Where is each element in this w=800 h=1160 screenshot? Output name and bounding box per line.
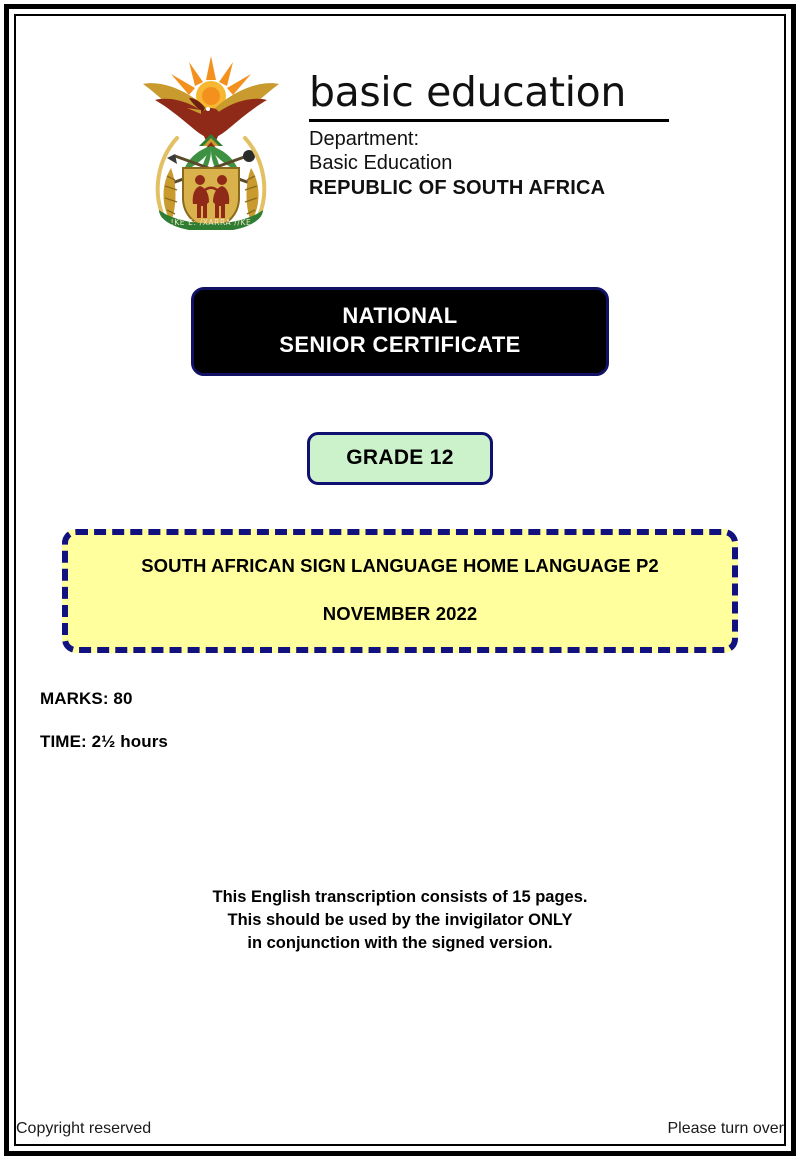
footer-turn-over: Please turn over xyxy=(667,1120,784,1137)
south-african-coat-of-arms-icon xyxy=(131,50,291,230)
wordmark-block xyxy=(309,50,669,200)
grade-banner-wrap xyxy=(16,432,784,485)
subject-title: SOUTH AFRICAN SIGN LANGUAGE HOME LANGUAGE P2 xyxy=(141,554,659,576)
certificate-banner-wrap xyxy=(16,287,784,376)
transcription-note-line-1: This English transcription consists of 15 pages. xyxy=(212,887,588,906)
wordmark-basic-education: basic education xyxy=(309,68,626,116)
subject-banner-wrap xyxy=(16,529,784,653)
subject-banner xyxy=(62,529,738,653)
exam-meta-block xyxy=(16,689,784,752)
transcription-note xyxy=(16,886,784,956)
transcription-note-line-2: This should be used by the invigilator ONLY xyxy=(227,910,573,929)
footer-copyright: Copyright reserved xyxy=(16,1120,152,1137)
department-line-2: Basic Education xyxy=(309,152,453,175)
transcription-note-line-3: in conjunction with the signed version. xyxy=(247,934,553,953)
national-senior-certificate-banner xyxy=(191,287,609,376)
marks-line: MARKS: 80 xyxy=(40,688,133,708)
masthead xyxy=(16,16,784,230)
crest-motto-text: !KE E: /XARRA //KE xyxy=(170,218,252,227)
certificate-line-1: NATIONAL xyxy=(342,303,458,328)
wordmark-divider xyxy=(309,119,669,122)
page-footer xyxy=(16,1120,784,1138)
subject-date: NOVEMBER 2022 xyxy=(322,602,478,624)
time-line: TIME: 2½ hours xyxy=(40,731,168,751)
department-line-3: REPUBLIC OF SOUTH AFRICA xyxy=(309,176,606,199)
page-content xyxy=(16,16,784,1144)
grade-banner: GRADE 12 xyxy=(307,432,493,485)
department-line-1: Department: xyxy=(309,127,420,150)
department-block xyxy=(309,127,669,200)
certificate-line-2: SENIOR CERTIFICATE xyxy=(279,332,521,358)
